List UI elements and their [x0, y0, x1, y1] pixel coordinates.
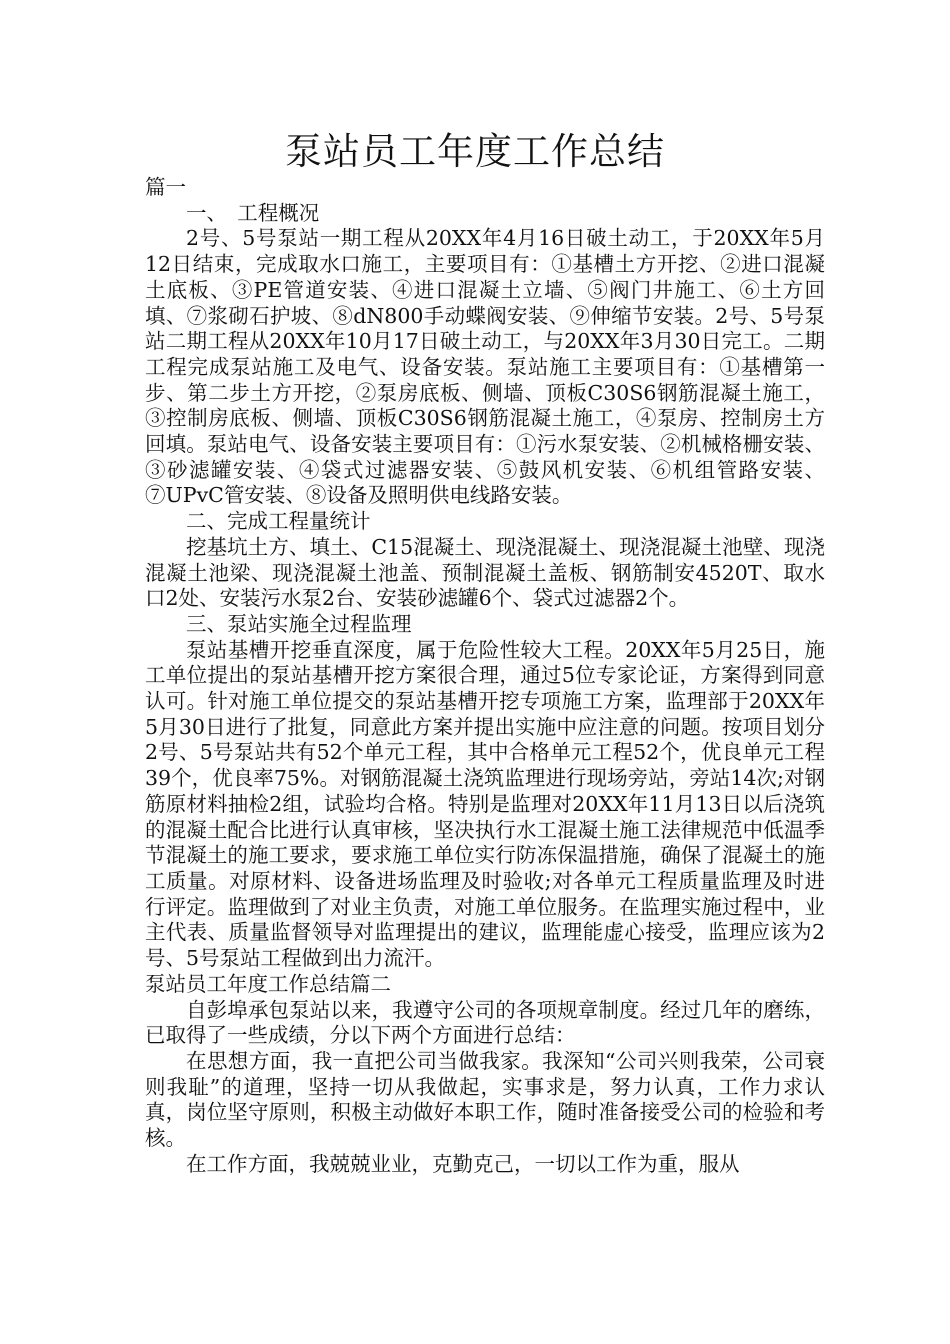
body-paragraph: 在思想方面，我一直把公司当做我家。我深知“公司兴则我荣，公司衰则我耻”的道理，坚持一切从我做起，实事求是，努力认真，工作力求认真，岗位坚守原则，积极主动做好本职工作，随时准备接受公司的检验和考核。 — [145, 1048, 825, 1151]
section-label: 篇一 — [145, 175, 186, 199]
section-heading: 一、 工程概况 — [186, 200, 320, 225]
body-paragraph: 在工作方面，我兢兢业业，克勤克己，一切以工作为重，服从 — [186, 1151, 740, 1176]
body-paragraph: 泵站基槽开挖垂直深度，属于危险性较大工程。20XX年5月25日，施工单位提出的泵站基槽开挖方案很合理，通过5位专家论证，方案得到同意认可。针对施工单位提交的泵站基槽开挖专项施工方案，监理部于20XX年5月30日进行了批复，同意此方案并提出实施中应注意的问题。按项目划分2号、5号泵站共有52个单元工程，其中合格单元工程52个，优良单元工程39个，优良率75%。对钢筋混凝土浇筑监理进行现场旁站，旁站14次;对钢筋原材料抽检2组，试验均合格。特别是监理对20XX年11月13日以后浇筑的混凝土配合比进行认真审核，坚决执行水工混凝土施工法律规范中低温季节混凝土的施工要求，要求施工单位实行防冻保温措施，确保了混凝土的施工质量。对原材料、设备进场监理及时验收;对各单元工程质量监理及时进行评定。监理做到了对业主负责，对施工单位服务。在监理实施过程中，业主代表、质量监督领导对监理提出的建议，监理能虚心接受，监理应该为2号、5号泵站工程做到出力流汗。 — [145, 637, 825, 971]
body-paragraph: 2号、5号泵站一期工程从20XX年4月16日破土动工，于20XX年5月12日结束，完成取水口施工，主要项目有：①基槽土方开挖、②进口混凝土底板、③PE管道安装、④进口混凝土立墙、⑤阀门井施工、⑥土方回填、⑦浆砌石护坡、⑧dN800手动蝶阀安装、⑨伸缩节安装。2号、5号泵站二期工程从20XX年10月17日破土动工，与20XX年3月30日完工。二期工程完成泵站施工及电气、设备安装。泵站施工主要项目有：①基槽第一步、第二步土方开挖，②泵房底板、侧墙、顶板C30S6钢筋混凝土施工，③控制房底板、侧墙、顶板C30S6钢筋混凝土施工，④泵房、控制房土方回填。泵站电气、设备安装主要项目有：①污水泵安装、②机械格栅安装、③砂滤罐安装、④袋式过滤器安装、⑤鼓风机安装、⑥机组管路安装、⑦UPvC管安装、⑧设备及照明供电线路安装。 — [145, 226, 825, 508]
document-title: 泵站员工年度工作总结 — [285, 130, 665, 173]
body-paragraph: 自彭埠承包泵站以来，我遵守公司的各项规章制度。经过几年的磨练，已取得了一些成绩，分以下两个方面进行总结： — [145, 997, 825, 1048]
document-body — [145, 175, 825, 1177]
section-heading: 二、完成工程量统计 — [186, 509, 371, 534]
section-heading: 三、泵站实施全过程监理 — [186, 611, 412, 636]
body-paragraph: 挖基坑土方、填土、C15混凝土、现浇混凝土、现浇混凝土池壁、现浇混凝土池梁、现浇混凝土池盖、预制混凝土盖板、钢筋制安4520T、取水口2处、安装污水泵2台、安装砂滤罐6个、袋式过滤器2个。 — [145, 534, 825, 611]
section-label: 泵站员工年度工作总结篇二 — [145, 971, 391, 996]
